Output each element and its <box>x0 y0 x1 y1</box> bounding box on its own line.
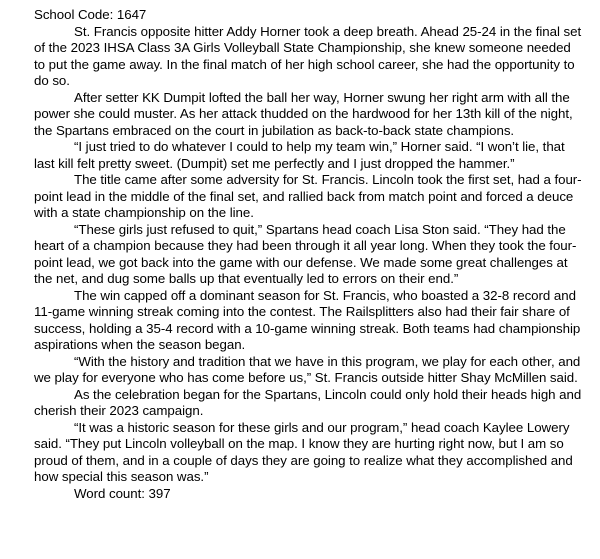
paragraph-1: St. Francis opposite hitter Addy Horner took a deep breath. Ahead 25-24 in the final set of the 2023 IHSA Class 3A Girls Volleyball State Championship, she knew someone needed to put the game away. In the final match of her high school career, she had the opportunity to do so. <box>34 23 582 88</box>
paragraph-5: “These girls just refused to quit,” Spartans head coach Lisa Ston said. “They had the heart of a champion because they had been through it all year long. When they took the four-point lead, we got back into the game with our defense. We made some great challenges at the net, and dug some balls up that eventually led to errors on their end.” <box>34 221 577 286</box>
paragraph-6: The win capped off a dominant season for St. Francis, who boasted a 32-8 record and 11-game winning streak coming into the contest. The Railsplitters also had their fair share of success, holding a 35-4 record with a 10-game winning streak. Both teams had championship aspirations when the season began. <box>34 287 581 352</box>
document-page <box>34 7 582 502</box>
school-code: School Code: 1647 <box>34 7 147 22</box>
paragraph-9: “It was a historic season for these girls and our program,” head coach Kaylee Lowery said. “They put Lincoln volleyball on the map. I know they are hurting right now, but I am so proud of them, and in a couple of days they are going to realize what they accomplished and how special this season was.” <box>34 419 573 484</box>
paragraph-4: The title came after some adversity for St. Francis. Lincoln took the first set, had a four-point lead in the middle of the final set, and rallied back from match point and forced a deuce with a state championship on the line. <box>34 172 582 220</box>
paragraph-8: As the celebration began for the Spartans, Lincoln could only hold their heads high and cherish their 2023 campaign. <box>34 386 582 418</box>
paragraph-3: “I just tried to do whatever I could to help my team win,” Horner said. “I won’t lie, that last kill felt pretty sweet. (Dumpit) set me perfectly and I just dropped the hammer.” <box>34 139 565 171</box>
paragraph-2: After setter KK Dumpit lofted the ball her way, Horner swung her right arm with all the power she could muster. As her attack thudded on the hardwood for her 13th kill of the night, the Spartans embraced on the court in jubilation as back-to-back state champions. <box>34 89 573 138</box>
word-count: Word count: 397 <box>74 485 171 501</box>
paragraph-7: “With the history and tradition that we have in this program, we play for each other, and we play for everyone who has come before us,” St. Francis outside hitter Shay McMillen said. <box>34 353 581 385</box>
